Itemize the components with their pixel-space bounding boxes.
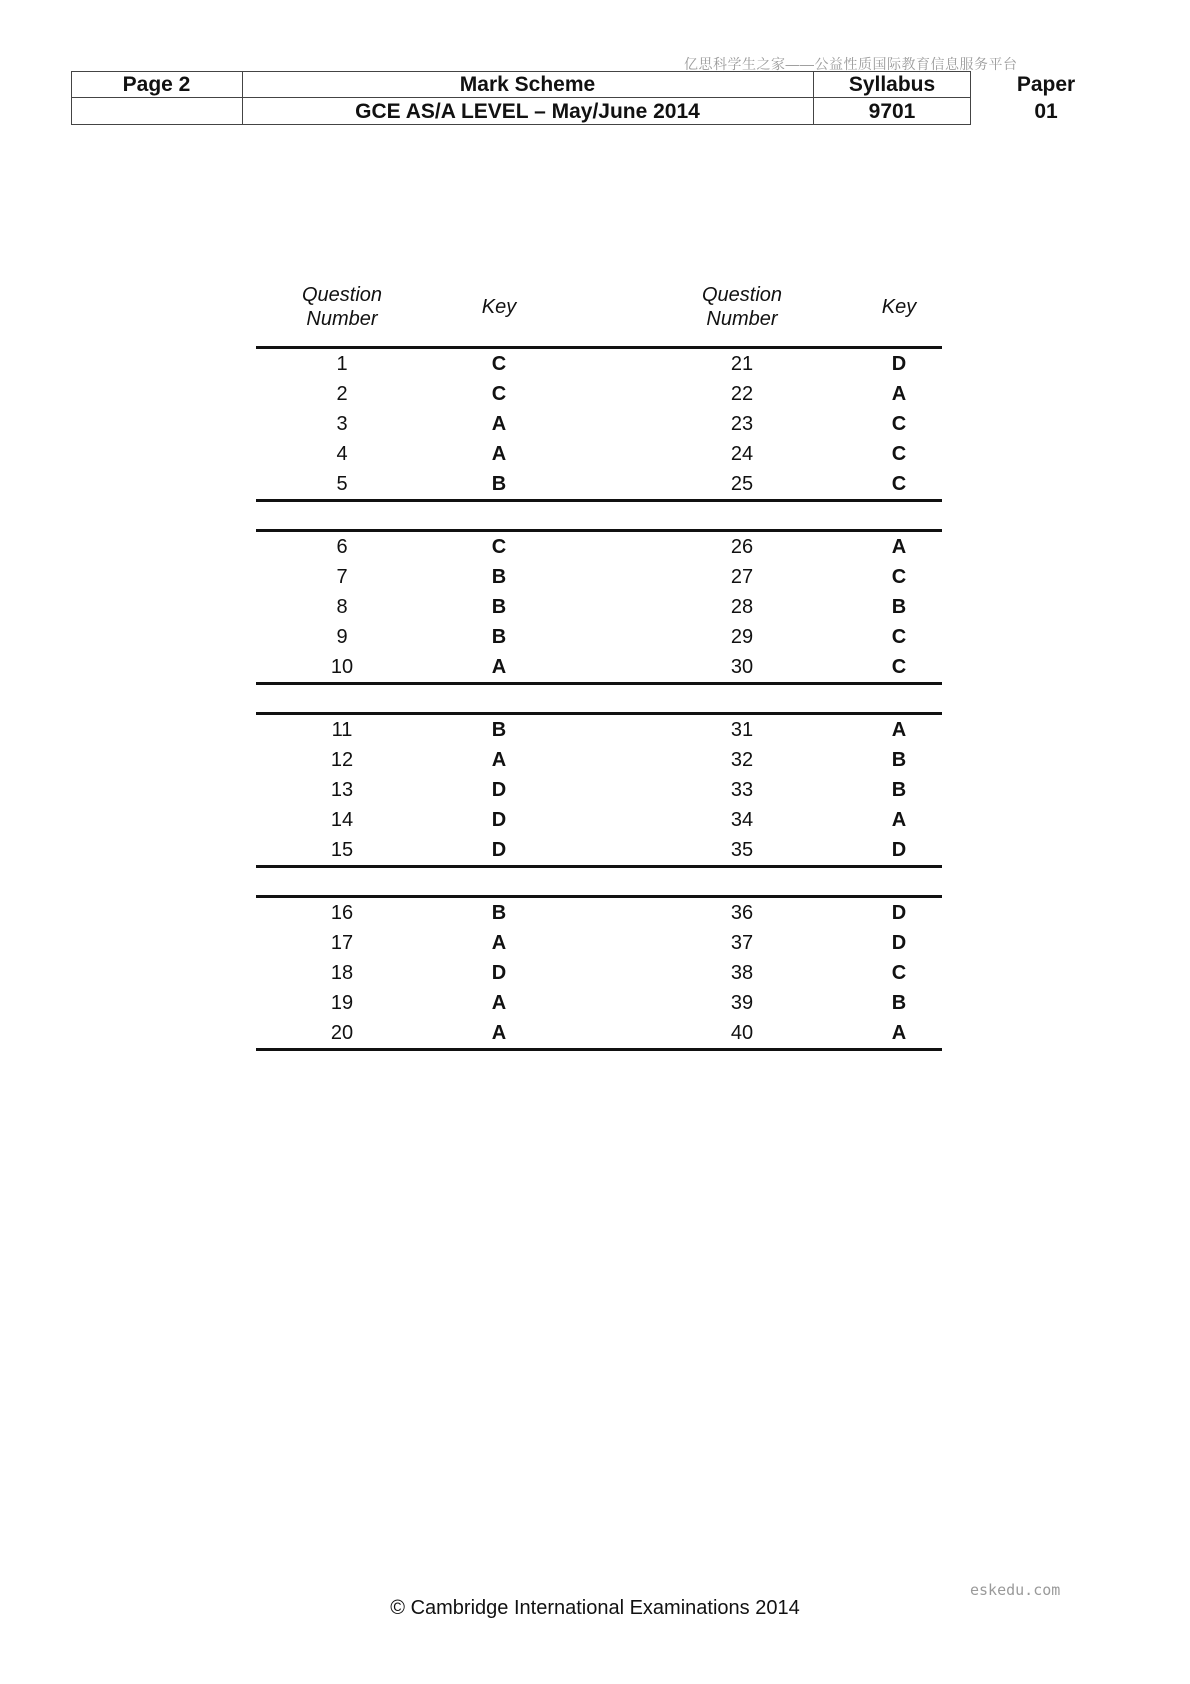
column-header-key: Key <box>481 296 517 318</box>
question-number: 40 <box>730 1022 754 1044</box>
table-row <box>256 775 942 805</box>
answer-key: A <box>491 1022 507 1044</box>
question-number: 31 <box>730 719 754 741</box>
question-number: 29 <box>730 626 754 648</box>
group-bottom-rule <box>256 682 942 685</box>
question-number: 14 <box>330 809 354 831</box>
question-number: 11 <box>331 719 353 741</box>
table-row <box>256 469 942 499</box>
table-row <box>256 805 942 835</box>
question-number: 16 <box>330 902 354 924</box>
answer-key: C <box>891 443 907 465</box>
answer-key: D <box>891 932 907 954</box>
column-header-key: Key <box>881 296 917 318</box>
question-number: 9 <box>336 626 348 648</box>
watermark-text: 亿思科学生之家——公益性质国际教育信息服务平台 <box>684 56 1018 72</box>
question-number: 25 <box>730 473 754 495</box>
question-number: 2 <box>336 383 348 405</box>
answer-key: C <box>891 962 907 984</box>
table-row <box>256 622 942 652</box>
question-number: 36 <box>730 902 754 924</box>
table-row <box>256 532 942 562</box>
question-number: 3 <box>336 413 348 435</box>
question-number: 13 <box>330 779 354 801</box>
answer-key: B <box>491 719 507 741</box>
table-row <box>256 988 942 1018</box>
column-header-question-number: Question Number <box>301 284 383 330</box>
exam-session: GCE AS/A LEVEL – May/June 2014 <box>355 100 700 123</box>
question-number: 26 <box>730 536 754 558</box>
column-header-question-number: Question Number <box>701 284 783 330</box>
answer-key: D <box>491 839 507 861</box>
question-number: 32 <box>730 749 754 771</box>
group-bottom-rule <box>256 865 942 868</box>
answer-key: C <box>891 413 907 435</box>
question-number: 38 <box>730 962 754 984</box>
table-row <box>256 409 942 439</box>
question-number: 19 <box>330 992 354 1014</box>
table-row <box>256 745 942 775</box>
question-number: 1 <box>336 353 348 375</box>
answer-key: C <box>491 383 507 405</box>
question-number: 22 <box>730 383 754 405</box>
answer-key: A <box>891 1022 907 1044</box>
question-number: 21 <box>730 353 754 375</box>
table-row <box>256 1018 942 1048</box>
answer-key: B <box>491 596 507 618</box>
answer-key: C <box>891 656 907 678</box>
answer-key: D <box>891 353 907 375</box>
answer-key: A <box>491 749 507 771</box>
answer-key: A <box>891 383 907 405</box>
question-number: 17 <box>330 932 354 954</box>
question-number: 39 <box>730 992 754 1014</box>
answer-key: A <box>891 809 907 831</box>
answer-key: C <box>891 566 907 588</box>
table-row <box>256 928 942 958</box>
answer-key: A <box>491 932 507 954</box>
document-title: Mark Scheme <box>459 73 596 96</box>
watermark-url: eskedu.com <box>970 1581 1061 1599</box>
question-number: 33 <box>730 779 754 801</box>
question-number: 4 <box>336 443 348 465</box>
answer-key: C <box>891 473 907 495</box>
question-number: 37 <box>730 932 754 954</box>
answer-key: B <box>891 779 907 801</box>
answer-key: C <box>891 626 907 648</box>
question-number: 23 <box>730 413 754 435</box>
answer-key: B <box>891 596 907 618</box>
answer-key: B <box>891 749 907 771</box>
question-number: 12 <box>330 749 354 771</box>
question-number: 35 <box>730 839 754 861</box>
question-number: 10 <box>330 656 354 678</box>
answer-key: B <box>891 992 907 1014</box>
answer-key: D <box>891 839 907 861</box>
table-row <box>256 652 942 682</box>
question-number: 27 <box>730 566 754 588</box>
answer-key: B <box>491 473 507 495</box>
answer-key: D <box>891 902 907 924</box>
table-row <box>256 439 942 469</box>
table-row <box>256 835 942 865</box>
question-number: 6 <box>336 536 348 558</box>
question-number: 28 <box>730 596 754 618</box>
page-number: Page 2 <box>122 73 191 96</box>
answer-key: A <box>491 656 507 678</box>
table-row <box>256 898 942 928</box>
question-number: 15 <box>330 839 354 861</box>
table-row <box>256 715 942 745</box>
answer-key: A <box>491 992 507 1014</box>
syllabus-code: 9701 <box>868 100 916 123</box>
question-number: 7 <box>336 566 348 588</box>
table-row <box>256 562 942 592</box>
table-row <box>256 958 942 988</box>
answer-key: A <box>891 536 907 558</box>
header-divider <box>71 97 971 98</box>
group-bottom-rule <box>256 1048 942 1051</box>
question-number: 8 <box>336 596 348 618</box>
paper-label: Paper <box>1016 73 1076 96</box>
question-number: 24 <box>730 443 754 465</box>
question-number: 20 <box>330 1022 354 1044</box>
answer-key: D <box>491 962 507 984</box>
answer-key: B <box>491 626 507 648</box>
group-bottom-rule <box>256 499 942 502</box>
table-row <box>256 349 942 379</box>
question-number: 34 <box>730 809 754 831</box>
question-number: 30 <box>730 656 754 678</box>
answer-key: A <box>491 443 507 465</box>
answer-key: A <box>491 413 507 435</box>
mark-scheme-header <box>71 71 1081 125</box>
answer-key: A <box>891 719 907 741</box>
paper-code: 01 <box>1034 100 1058 123</box>
table-row <box>256 379 942 409</box>
answer-key: C <box>491 353 507 375</box>
syllabus-label: Syllabus <box>848 73 936 96</box>
answer-key: D <box>491 779 507 801</box>
answer-key: D <box>491 809 507 831</box>
question-number: 18 <box>330 962 354 984</box>
answer-key: C <box>491 536 507 558</box>
copyright-footer: © Cambridge International Examinations 2014 <box>390 1597 800 1619</box>
answer-key: B <box>491 902 507 924</box>
question-number: 5 <box>336 473 348 495</box>
answer-key: B <box>491 566 507 588</box>
table-row <box>256 592 942 622</box>
